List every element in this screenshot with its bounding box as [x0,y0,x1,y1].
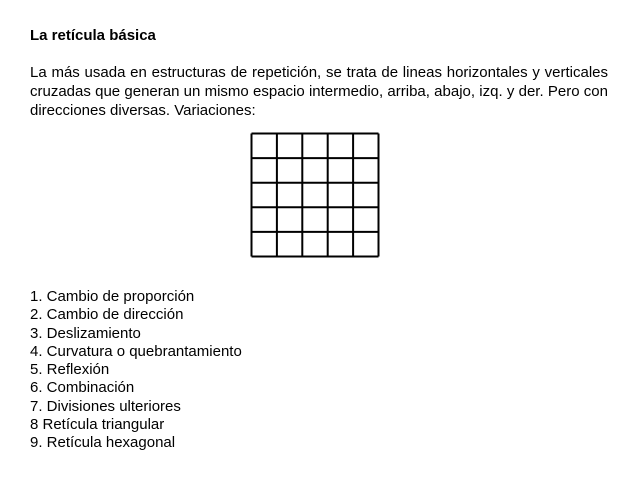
variations-list [30,288,242,453]
variation-item: 1. Cambio de proporción [30,288,195,305]
intro-paragraph: La más usada en estructuras de repetición, se trata de lineas horizontales y verticales cruzadas que generan un mismo espacio intermedio, arriba, abajo, izq. y der. Pero con direcciones diversas. Variaciones: [30,64,608,119]
basic-grid-figure [250,132,380,258]
page-title: La retícula básica [30,27,156,44]
variation-item: 8 Retícula triangular [30,416,165,434]
variation-item: 2. Cambio de dirección [30,306,184,324]
variation-item: 5. Reflexión [30,361,110,379]
variation-item: 9. Retícula hexagonal [30,434,176,452]
grid-drawing [250,132,380,258]
variation-item: 6. Combinación [30,379,135,397]
variation-item: 7. Divisiones ulteriores [30,397,181,415]
variation-item: 4. Curvatura o quebrantamiento [30,342,242,360]
variation-item: 3. Deslizamiento [30,324,141,342]
